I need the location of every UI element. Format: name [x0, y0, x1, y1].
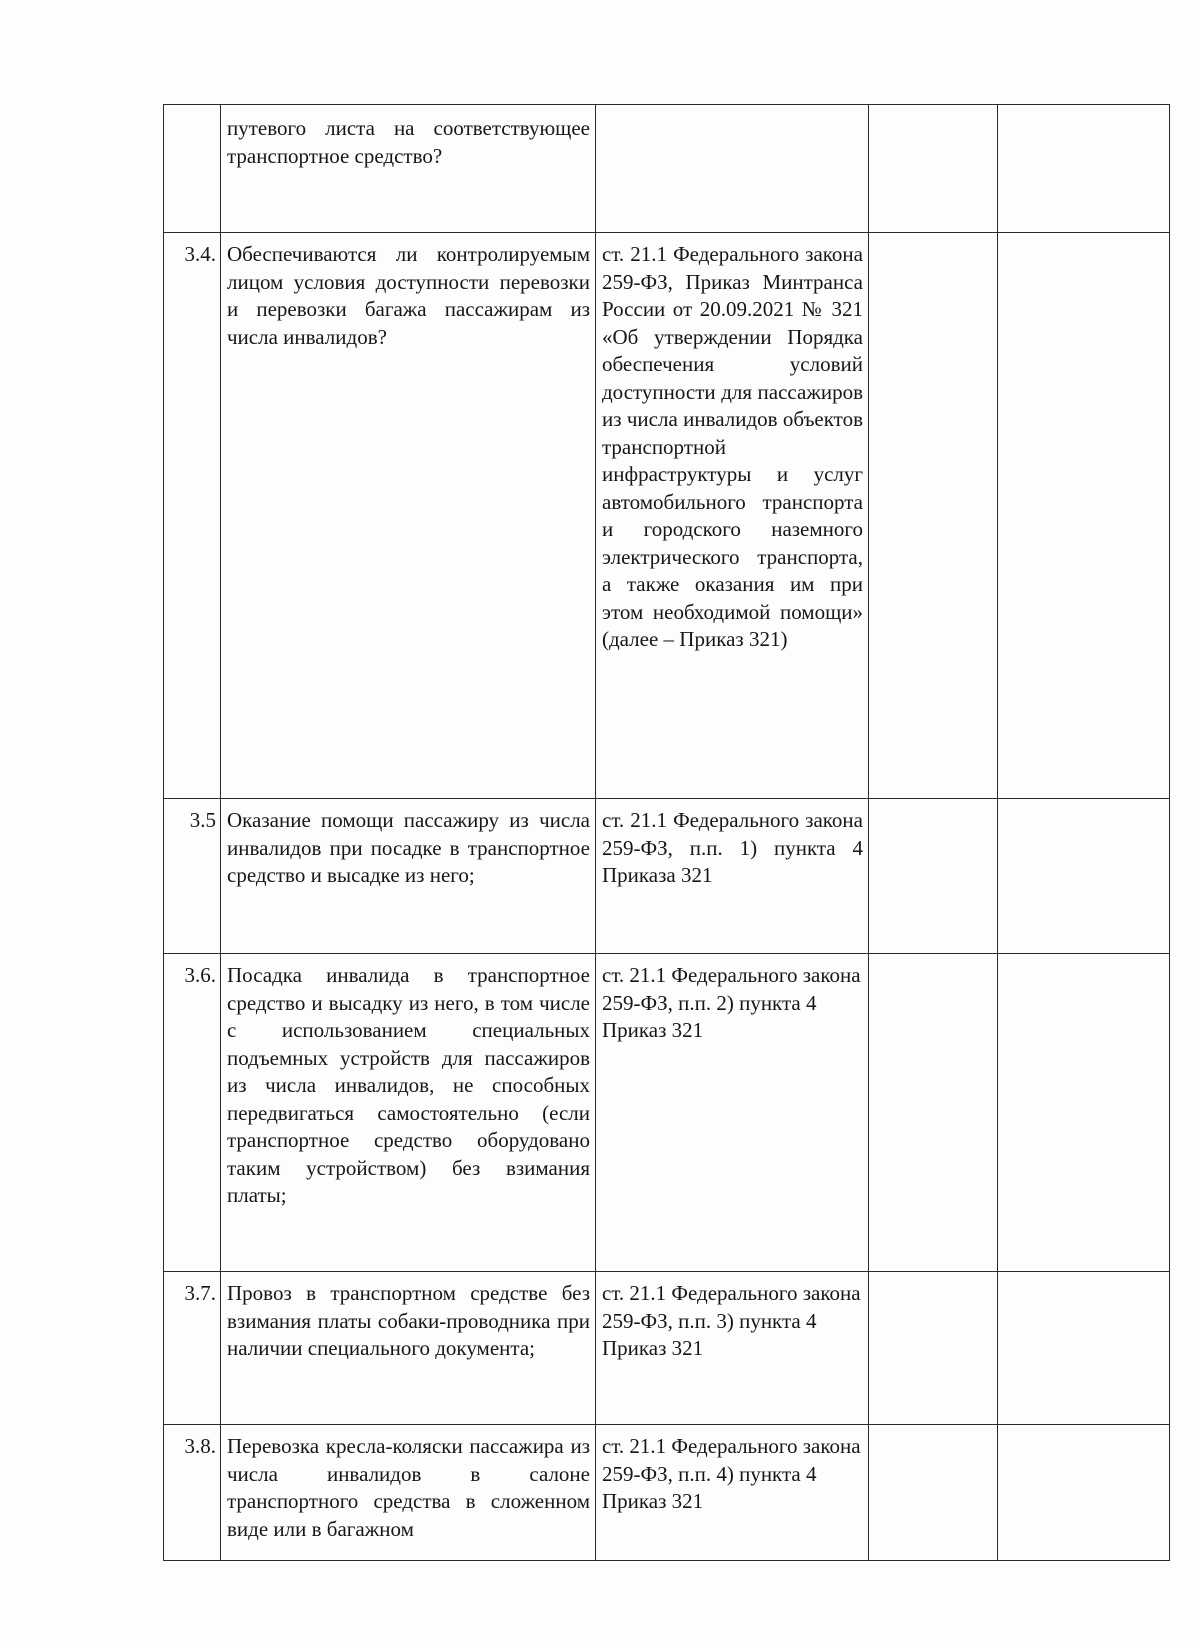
item-number: 3.5: [164, 799, 221, 954]
answer-cell: [869, 1272, 998, 1425]
legal-reference: ст. 21.1 Федерального закона 259-ФЗ, п.п. 3) пункта 4 Приказ 321: [596, 1272, 869, 1425]
item-number: 3.8.: [164, 1425, 221, 1561]
question-text: Обеспечиваются ли контролируемым лицом условия доступности перевозки и перевозки багажа пассажирам из числа инвалидов?: [221, 233, 596, 799]
question-text: Посадка инвалида в транспортное средство и высадку из него, в том числе с использованием специальных подъемных устройств для пассажиров из числа инвалидов, не способных передвигаться самостоятельно (если транспортное средство оборудовано таким устройством) без взимания платы;: [221, 954, 596, 1272]
item-number: 3.6.: [164, 954, 221, 1272]
question-text: Провоз в транспортном средстве без взимания платы собаки-проводника при наличии специального документа;: [221, 1272, 596, 1425]
note-cell: [998, 1425, 1170, 1561]
item-number: [164, 105, 221, 233]
item-number: 3.7.: [164, 1272, 221, 1425]
item-number: 3.4.: [164, 233, 221, 799]
answer-cell: [869, 1425, 998, 1561]
table-row: [164, 799, 1170, 954]
note-cell: [998, 954, 1170, 1272]
table-row: [164, 1272, 1170, 1425]
legal-reference: ст. 21.1 Федерального закона 259-ФЗ, Приказ Минтранса России от 20.09.2021 № 321 «Об утверждении Порядка обеспечения условий доступности для пассажиров из числа инвалидов объектов транспортной инфраструктуры и услуг автомобильного транспорта и городского наземного электрического транспорта, а также оказания им при этом необходимой помощи» (далее – Приказ 321): [596, 233, 869, 799]
table-row: [164, 954, 1170, 1272]
answer-cell: [869, 799, 998, 954]
checklist-table: [163, 104, 1170, 1561]
legal-reference: [596, 105, 869, 233]
legal-reference: ст. 21.1 Федерального закона 259-ФЗ, п.п. 2) пункта 4 Приказ 321: [596, 954, 869, 1272]
question-text: Оказание помощи пассажиру из числа инвалидов при посадке в транспортное средство и высадке из него;: [221, 799, 596, 954]
note-cell: [998, 105, 1170, 233]
table-row: [164, 105, 1170, 233]
answer-cell: [869, 233, 998, 799]
legal-reference: ст. 21.1 Федерального закона 259-ФЗ, п.п. 4) пункта 4 Приказ 321: [596, 1425, 869, 1561]
table-row: [164, 1425, 1170, 1561]
answer-cell: [869, 954, 998, 1272]
table-row: [164, 233, 1170, 799]
answer-cell: [869, 105, 998, 233]
note-cell: [998, 799, 1170, 954]
question-text: путевого листа на соответствующее транспортное средство?: [221, 105, 596, 233]
legal-reference: ст. 21.1 Федерального закона 259-ФЗ, п.п. 1) пункта 4 Приказа 321: [596, 799, 869, 954]
question-text: Перевозка кресла-коляски пассажира из числа инвалидов в салоне транспортного средства в сложенном виде или в багажном: [221, 1425, 596, 1561]
note-cell: [998, 1272, 1170, 1425]
note-cell: [998, 233, 1170, 799]
